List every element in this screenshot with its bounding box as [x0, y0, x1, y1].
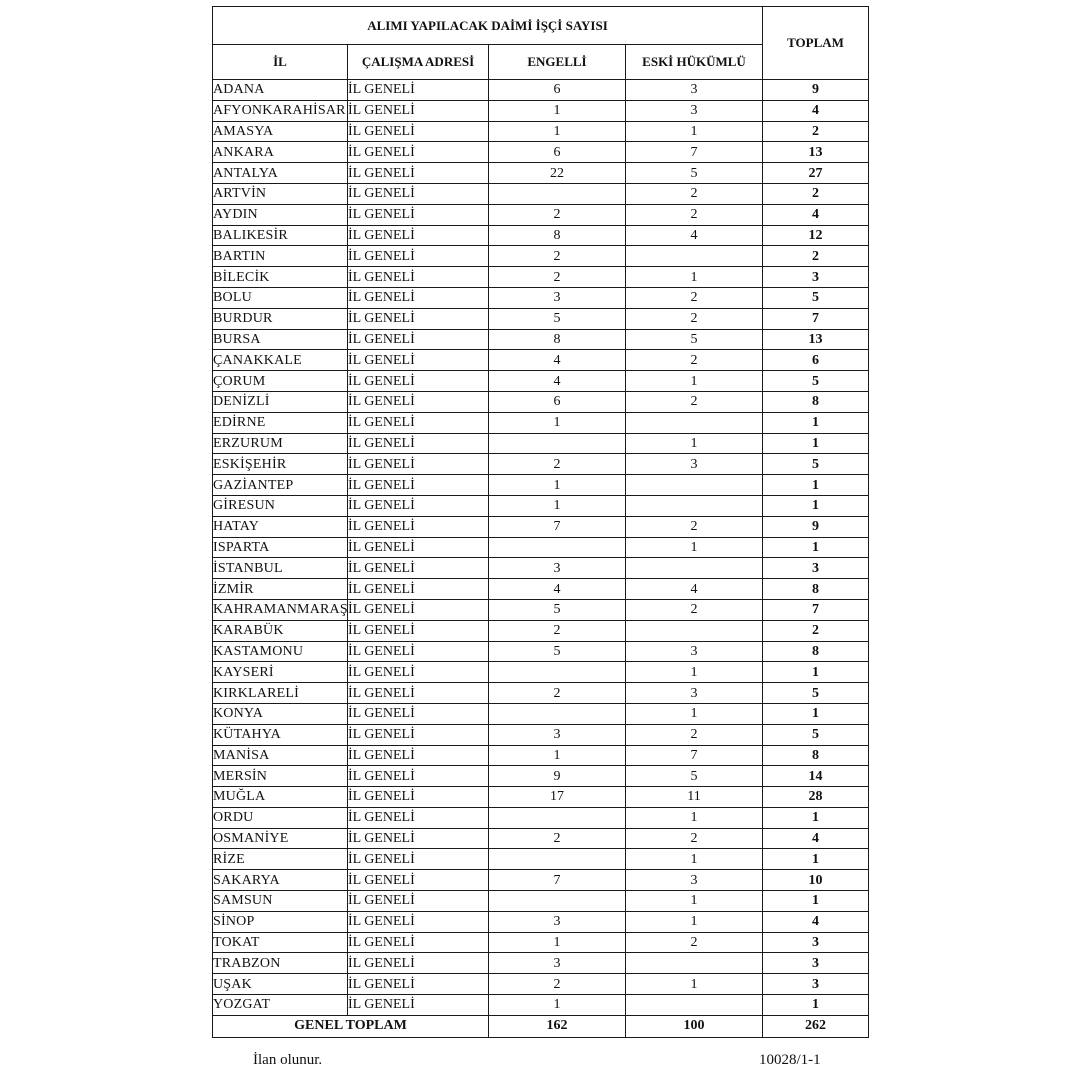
cell-toplam: 8 — [763, 579, 869, 600]
table-row — [213, 204, 869, 225]
cell-calisma-adresi: İL GENELİ — [348, 246, 489, 267]
cell-il: ADANA — [213, 80, 348, 101]
cell-il: KASTAMONU — [213, 641, 348, 662]
footer-announcement: İlan olunur. — [253, 1052, 323, 1068]
cell-il: MERSİN — [213, 766, 348, 787]
cell-engelli: 5 — [489, 308, 626, 329]
cell-toplam: 3 — [763, 267, 869, 288]
cell-il: ISPARTA — [213, 537, 348, 558]
cell-calisma-adresi: İL GENELİ — [348, 412, 489, 433]
cell-eski-hukumlu — [626, 495, 763, 516]
cell-calisma-adresi: İL GENELİ — [348, 995, 489, 1016]
column-header-toplam: TOPLAM — [763, 7, 869, 80]
cell-eski-hukumlu: 11 — [626, 787, 763, 808]
cell-eski-hukumlu: 1 — [626, 433, 763, 454]
cell-calisma-adresi: İL GENELİ — [348, 454, 489, 475]
cell-toplam: 8 — [763, 391, 869, 412]
table-row — [213, 745, 869, 766]
cell-engelli — [489, 433, 626, 454]
cell-il: EDİRNE — [213, 412, 348, 433]
cell-toplam: 4 — [763, 100, 869, 121]
cell-engelli: 9 — [489, 766, 626, 787]
cell-engelli: 1 — [489, 100, 626, 121]
table-row — [213, 371, 869, 392]
table-row — [213, 454, 869, 475]
cell-calisma-adresi: İL GENELİ — [348, 475, 489, 496]
cell-il: ÇANAKKALE — [213, 350, 348, 371]
table-row — [213, 433, 869, 454]
cell-il: KAYSERİ — [213, 662, 348, 683]
cell-il: İZMİR — [213, 579, 348, 600]
cell-engelli — [489, 183, 626, 204]
cell-toplam: 2 — [763, 246, 869, 267]
cell-il: BOLU — [213, 287, 348, 308]
cell-toplam: 14 — [763, 766, 869, 787]
cell-engelli — [489, 537, 626, 558]
cell-il: UŞAK — [213, 974, 348, 995]
cell-engelli: 2 — [489, 683, 626, 704]
cell-il: BALIKESİR — [213, 225, 348, 246]
cell-eski-hukumlu: 4 — [626, 225, 763, 246]
cell-toplam: 3 — [763, 953, 869, 974]
cell-eski-hukumlu: 5 — [626, 329, 763, 350]
cell-eski-hukumlu: 2 — [626, 183, 763, 204]
cell-eski-hukumlu: 2 — [626, 350, 763, 371]
cell-engelli — [489, 703, 626, 724]
table-row — [213, 891, 869, 912]
cell-calisma-adresi: İL GENELİ — [348, 537, 489, 558]
cell-il: ARTVİN — [213, 183, 348, 204]
cell-engelli: 2 — [489, 246, 626, 267]
cell-engelli: 3 — [489, 953, 626, 974]
table-row — [213, 516, 869, 537]
cell-calisma-adresi: İL GENELİ — [348, 495, 489, 516]
cell-toplam: 4 — [763, 204, 869, 225]
table-row — [213, 391, 869, 412]
cell-toplam: 7 — [763, 599, 869, 620]
cell-il: SAKARYA — [213, 870, 348, 891]
cell-toplam: 8 — [763, 745, 869, 766]
cell-calisma-adresi: İL GENELİ — [348, 308, 489, 329]
cell-calisma-adresi: İL GENELİ — [348, 641, 489, 662]
cell-toplam: 1 — [763, 849, 869, 870]
cell-eski-hukumlu: 3 — [626, 80, 763, 101]
table-row — [213, 995, 869, 1016]
table-row — [213, 350, 869, 371]
cell-eski-hukumlu: 1 — [626, 371, 763, 392]
cell-engelli: 2 — [489, 267, 626, 288]
cell-eski-hukumlu: 1 — [626, 911, 763, 932]
cell-calisma-adresi: İL GENELİ — [348, 350, 489, 371]
table-row — [213, 142, 869, 163]
cell-engelli: 3 — [489, 911, 626, 932]
cell-toplam: 4 — [763, 828, 869, 849]
cell-calisma-adresi: İL GENELİ — [348, 391, 489, 412]
cell-toplam: 1 — [763, 495, 869, 516]
cell-calisma-adresi: İL GENELİ — [348, 204, 489, 225]
table-row — [213, 246, 869, 267]
cell-eski-hukumlu: 2 — [626, 204, 763, 225]
grand-total-row — [213, 1015, 869, 1037]
cell-engelli — [489, 849, 626, 870]
cell-calisma-adresi: İL GENELİ — [348, 683, 489, 704]
cell-toplam: 2 — [763, 620, 869, 641]
cell-calisma-adresi: İL GENELİ — [348, 142, 489, 163]
cell-calisma-adresi: İL GENELİ — [348, 329, 489, 350]
cell-eski-hukumlu — [626, 475, 763, 496]
cell-engelli: 8 — [489, 329, 626, 350]
cell-toplam: 3 — [763, 932, 869, 953]
cell-eski-hukumlu: 3 — [626, 683, 763, 704]
table-row — [213, 849, 869, 870]
grand-total-engelli: 162 — [489, 1015, 626, 1037]
cell-engelli: 3 — [489, 724, 626, 745]
cell-calisma-adresi: İL GENELİ — [348, 371, 489, 392]
table-row — [213, 870, 869, 891]
cell-calisma-adresi: İL GENELİ — [348, 974, 489, 995]
cell-il: SAMSUN — [213, 891, 348, 912]
cell-il: MANİSA — [213, 745, 348, 766]
cell-il: ERZURUM — [213, 433, 348, 454]
cell-il: AYDIN — [213, 204, 348, 225]
cell-engelli: 2 — [489, 620, 626, 641]
cell-toplam: 5 — [763, 371, 869, 392]
cell-toplam: 6 — [763, 350, 869, 371]
cell-calisma-adresi: İL GENELİ — [348, 558, 489, 579]
cell-calisma-adresi: İL GENELİ — [348, 100, 489, 121]
cell-engelli: 4 — [489, 579, 626, 600]
cell-engelli: 2 — [489, 204, 626, 225]
table-row — [213, 953, 869, 974]
cell-eski-hukumlu: 1 — [626, 537, 763, 558]
cell-il: DENİZLİ — [213, 391, 348, 412]
cell-eski-hukumlu — [626, 412, 763, 433]
cell-calisma-adresi: İL GENELİ — [348, 911, 489, 932]
cell-toplam: 2 — [763, 183, 869, 204]
cell-il: TOKAT — [213, 932, 348, 953]
cell-engelli: 3 — [489, 558, 626, 579]
cell-calisma-adresi: İL GENELİ — [348, 267, 489, 288]
table-row — [213, 163, 869, 184]
cell-toplam: 1 — [763, 433, 869, 454]
cell-calisma-adresi: İL GENELİ — [348, 662, 489, 683]
footer-reference-number: 10028/1-1 — [759, 1052, 821, 1068]
cell-calisma-adresi: İL GENELİ — [348, 724, 489, 745]
cell-calisma-adresi: İL GENELİ — [348, 849, 489, 870]
table-row — [213, 287, 869, 308]
cell-il: TRABZON — [213, 953, 348, 974]
cell-eski-hukumlu: 3 — [626, 454, 763, 475]
cell-il: ANTALYA — [213, 163, 348, 184]
cell-eski-hukumlu — [626, 246, 763, 267]
cell-eski-hukumlu: 7 — [626, 142, 763, 163]
cell-calisma-adresi: İL GENELİ — [348, 599, 489, 620]
cell-toplam: 10 — [763, 870, 869, 891]
cell-toplam: 2 — [763, 121, 869, 142]
table-row — [213, 724, 869, 745]
cell-toplam: 5 — [763, 287, 869, 308]
table-row — [213, 329, 869, 350]
cell-eski-hukumlu: 1 — [626, 891, 763, 912]
cell-engelli: 1 — [489, 121, 626, 142]
cell-engelli: 4 — [489, 371, 626, 392]
cell-engelli — [489, 807, 626, 828]
cell-calisma-adresi: İL GENELİ — [348, 579, 489, 600]
cell-eski-hukumlu: 1 — [626, 121, 763, 142]
cell-il: BARTIN — [213, 246, 348, 267]
table-row — [213, 787, 869, 808]
table-row — [213, 267, 869, 288]
cell-calisma-adresi: İL GENELİ — [348, 620, 489, 641]
cell-toplam: 3 — [763, 558, 869, 579]
cell-calisma-adresi: İL GENELİ — [348, 953, 489, 974]
cell-il: İSTANBUL — [213, 558, 348, 579]
cell-engelli: 2 — [489, 828, 626, 849]
cell-toplam: 1 — [763, 703, 869, 724]
cell-engelli: 5 — [489, 641, 626, 662]
cell-engelli: 1 — [489, 475, 626, 496]
cell-engelli: 4 — [489, 350, 626, 371]
cell-eski-hukumlu: 1 — [626, 703, 763, 724]
table-row — [213, 558, 869, 579]
table-row — [213, 807, 869, 828]
cell-il: KÜTAHYA — [213, 724, 348, 745]
staff-table-sheet — [212, 6, 868, 1038]
column-header-eski-hukumlu: ESKİ HÜKÜMLÜ — [626, 45, 763, 80]
cell-toplam: 9 — [763, 516, 869, 537]
cell-toplam: 3 — [763, 974, 869, 995]
cell-engelli: 6 — [489, 142, 626, 163]
grand-total-eski-hukumlu: 100 — [626, 1015, 763, 1037]
cell-engelli: 2 — [489, 974, 626, 995]
cell-calisma-adresi: İL GENELİ — [348, 703, 489, 724]
cell-calisma-adresi: İL GENELİ — [348, 932, 489, 953]
table-row — [213, 225, 869, 246]
cell-eski-hukumlu: 1 — [626, 267, 763, 288]
cell-calisma-adresi: İL GENELİ — [348, 80, 489, 101]
cell-engelli: 6 — [489, 391, 626, 412]
cell-eski-hukumlu: 3 — [626, 100, 763, 121]
cell-engelli: 1 — [489, 495, 626, 516]
cell-toplam: 1 — [763, 995, 869, 1016]
table-row — [213, 537, 869, 558]
cell-eski-hukumlu: 2 — [626, 599, 763, 620]
cell-toplam: 5 — [763, 454, 869, 475]
cell-toplam: 8 — [763, 641, 869, 662]
cell-toplam: 13 — [763, 142, 869, 163]
cell-il: BURDUR — [213, 308, 348, 329]
table-row — [213, 308, 869, 329]
cell-toplam: 5 — [763, 724, 869, 745]
cell-engelli: 7 — [489, 516, 626, 537]
cell-calisma-adresi: İL GENELİ — [348, 807, 489, 828]
cell-il: KAHRAMANMARAŞ — [213, 599, 348, 620]
cell-calisma-adresi: İL GENELİ — [348, 870, 489, 891]
cell-calisma-adresi: İL GENELİ — [348, 516, 489, 537]
cell-engelli: 3 — [489, 287, 626, 308]
cell-il: HATAY — [213, 516, 348, 537]
cell-eski-hukumlu: 1 — [626, 807, 763, 828]
cell-il: KARABÜK — [213, 620, 348, 641]
cell-toplam: 1 — [763, 807, 869, 828]
cell-eski-hukumlu — [626, 995, 763, 1016]
cell-calisma-adresi: İL GENELİ — [348, 287, 489, 308]
cell-engelli: 1 — [489, 745, 626, 766]
cell-engelli: 1 — [489, 932, 626, 953]
table-row — [213, 932, 869, 953]
table-row — [213, 620, 869, 641]
cell-eski-hukumlu: 2 — [626, 724, 763, 745]
cell-il: ESKİŞEHİR — [213, 454, 348, 475]
cell-eski-hukumlu: 7 — [626, 745, 763, 766]
cell-toplam: 4 — [763, 911, 869, 932]
cell-toplam: 1 — [763, 662, 869, 683]
cell-calisma-adresi: İL GENELİ — [348, 225, 489, 246]
cell-il: RİZE — [213, 849, 348, 870]
cell-engelli: 7 — [489, 870, 626, 891]
cell-calisma-adresi: İL GENELİ — [348, 891, 489, 912]
cell-il: YOZGAT — [213, 995, 348, 1016]
cell-calisma-adresi: İL GENELİ — [348, 745, 489, 766]
cell-toplam: 12 — [763, 225, 869, 246]
cell-toplam: 5 — [763, 683, 869, 704]
cell-eski-hukumlu: 3 — [626, 870, 763, 891]
cell-engelli: 2 — [489, 454, 626, 475]
table-title: ALIMI YAPILACAK DAİMİ İŞÇİ SAYISI — [213, 7, 763, 45]
table-row — [213, 703, 869, 724]
cell-eski-hukumlu: 2 — [626, 391, 763, 412]
table-row — [213, 974, 869, 995]
cell-toplam: 27 — [763, 163, 869, 184]
cell-calisma-adresi: İL GENELİ — [348, 183, 489, 204]
cell-toplam: 28 — [763, 787, 869, 808]
cell-engelli — [489, 662, 626, 683]
cell-toplam: 1 — [763, 475, 869, 496]
cell-il: KONYA — [213, 703, 348, 724]
cell-eski-hukumlu: 2 — [626, 828, 763, 849]
table-row — [213, 911, 869, 932]
table-row — [213, 412, 869, 433]
cell-eski-hukumlu: 2 — [626, 308, 763, 329]
cell-il: AFYONKARAHİSAR — [213, 100, 348, 121]
cell-eski-hukumlu: 1 — [626, 974, 763, 995]
cell-eski-hukumlu: 1 — [626, 662, 763, 683]
cell-il: AMASYA — [213, 121, 348, 142]
table-row — [213, 495, 869, 516]
cell-calisma-adresi: İL GENELİ — [348, 787, 489, 808]
table-row — [213, 475, 869, 496]
cell-toplam: 13 — [763, 329, 869, 350]
cell-eski-hukumlu: 2 — [626, 287, 763, 308]
cell-il: BİLECİK — [213, 267, 348, 288]
cell-engelli — [489, 891, 626, 912]
cell-il: BURSA — [213, 329, 348, 350]
cell-toplam: 1 — [763, 412, 869, 433]
cell-engelli: 8 — [489, 225, 626, 246]
table-row — [213, 183, 869, 204]
worker-count-table — [212, 6, 869, 1038]
cell-il: GAZİANTEP — [213, 475, 348, 496]
table-row — [213, 579, 869, 600]
cell-engelli: 1 — [489, 412, 626, 433]
cell-il: MUĞLA — [213, 787, 348, 808]
cell-eski-hukumlu: 2 — [626, 516, 763, 537]
cell-engelli: 1 — [489, 995, 626, 1016]
cell-il: KIRKLARELİ — [213, 683, 348, 704]
table-row — [213, 641, 869, 662]
cell-eski-hukumlu: 1 — [626, 849, 763, 870]
cell-engelli: 17 — [489, 787, 626, 808]
table-row — [213, 100, 869, 121]
table-row — [213, 121, 869, 142]
cell-eski-hukumlu: 4 — [626, 579, 763, 600]
column-header-calisma-adresi: ÇALIŞMA ADRESİ — [348, 45, 489, 80]
cell-eski-hukumlu: 5 — [626, 163, 763, 184]
cell-eski-hukumlu: 2 — [626, 932, 763, 953]
column-header-engelli: ENGELLİ — [489, 45, 626, 80]
cell-calisma-adresi: İL GENELİ — [348, 163, 489, 184]
grand-total-label: GENEL TOPLAM — [213, 1015, 489, 1037]
cell-il: SİNOP — [213, 911, 348, 932]
cell-il: ÇORUM — [213, 371, 348, 392]
cell-calisma-adresi: İL GENELİ — [348, 828, 489, 849]
cell-engelli: 22 — [489, 163, 626, 184]
table-body — [213, 80, 869, 1016]
cell-toplam: 1 — [763, 891, 869, 912]
cell-engelli: 5 — [489, 599, 626, 620]
table-row — [213, 766, 869, 787]
cell-eski-hukumlu — [626, 558, 763, 579]
cell-eski-hukumlu — [626, 620, 763, 641]
cell-eski-hukumlu: 3 — [626, 641, 763, 662]
column-header-il: İL — [213, 45, 348, 80]
cell-toplam: 1 — [763, 537, 869, 558]
cell-calisma-adresi: İL GENELİ — [348, 121, 489, 142]
cell-il: ANKARA — [213, 142, 348, 163]
cell-eski-hukumlu — [626, 953, 763, 974]
table-row — [213, 80, 869, 101]
cell-calisma-adresi: İL GENELİ — [348, 433, 489, 454]
table-row — [213, 599, 869, 620]
cell-il: GİRESUN — [213, 495, 348, 516]
cell-il: ORDU — [213, 807, 348, 828]
cell-toplam: 7 — [763, 308, 869, 329]
table-row — [213, 683, 869, 704]
cell-eski-hukumlu: 5 — [626, 766, 763, 787]
cell-engelli: 6 — [489, 80, 626, 101]
cell-il: OSMANİYE — [213, 828, 348, 849]
grand-total-toplam: 262 — [763, 1015, 869, 1037]
table-row — [213, 828, 869, 849]
cell-toplam: 9 — [763, 80, 869, 101]
table-row — [213, 662, 869, 683]
cell-calisma-adresi: İL GENELİ — [348, 766, 489, 787]
